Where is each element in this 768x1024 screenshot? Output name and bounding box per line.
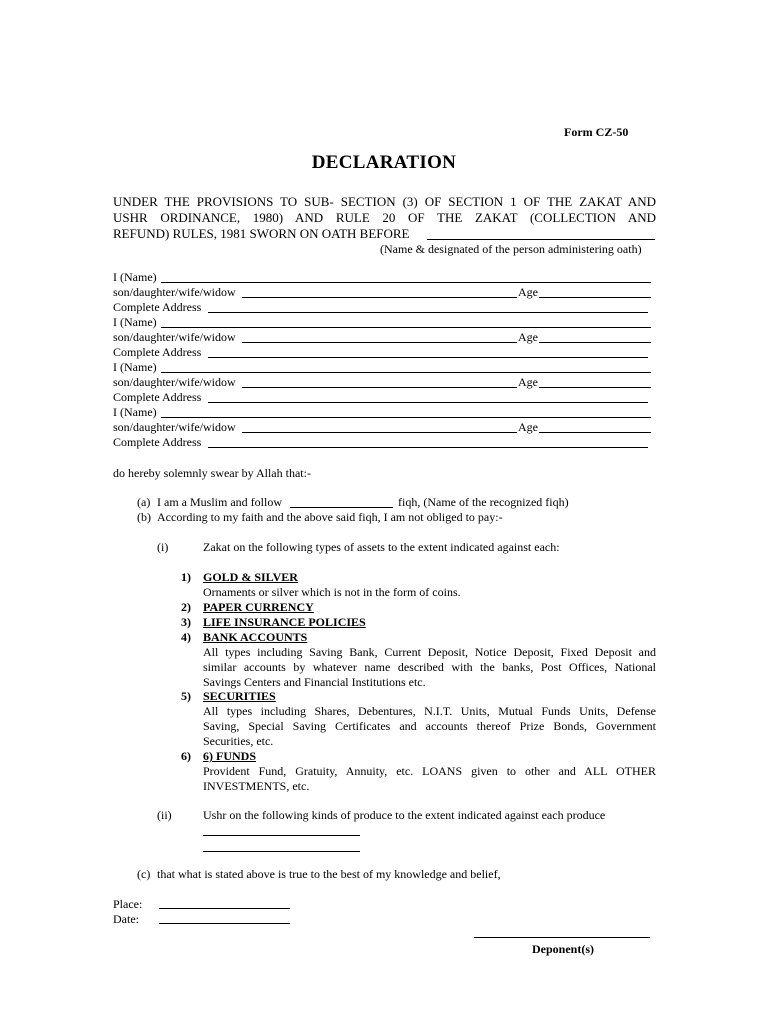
asset-1-number: 2) bbox=[181, 600, 191, 614]
declarant-1-age-label: Age bbox=[518, 285, 538, 299]
declarant-4-age-label: Age bbox=[518, 420, 538, 434]
document-title: DECLARATION bbox=[311, 152, 457, 173]
asset-5-number: 6) bbox=[181, 749, 191, 763]
declarant-1-address-label: Complete Address bbox=[113, 300, 202, 314]
swear-text: do hereby solemnly swear by Allah that:- bbox=[113, 466, 311, 480]
clause-b-marker: (b) bbox=[137, 510, 151, 524]
oath-officer-line[interactable] bbox=[427, 239, 655, 240]
date-label: Date: bbox=[113, 912, 139, 926]
declarant-4-relation-label: son/daughter/wife/widow bbox=[113, 420, 236, 434]
asset-3-heading: BANK ACCOUNTS bbox=[203, 630, 308, 644]
declarant-3-address-label: Complete Address bbox=[113, 390, 202, 404]
declarant-3-name-field[interactable] bbox=[161, 372, 651, 373]
asset-4-number: 5) bbox=[181, 689, 191, 703]
asset-2-heading: LIFE INSURANCE POLICIES bbox=[203, 615, 366, 629]
declarant-3-relation-field[interactable] bbox=[242, 387, 517, 388]
asset-5-heading: 6) FUNDS bbox=[203, 749, 256, 763]
declarant-3-relation-label: son/daughter/wife/widow bbox=[113, 375, 236, 389]
clause-c-text: that what is stated above is true to the best of my knowledge and belief, bbox=[157, 867, 501, 881]
sub-i-text: Zakat on the following types of assets to the extent indicated against each: bbox=[203, 540, 560, 554]
clause-a-text-before: I am a Muslim and follow bbox=[157, 495, 282, 509]
clause-a-text-after: fiqh, (Name of the recognized fiqh) bbox=[398, 495, 569, 509]
declarant-1-name-field[interactable] bbox=[161, 282, 651, 283]
declarant-2-age-field[interactable] bbox=[539, 342, 651, 343]
place-label: Place: bbox=[113, 897, 143, 911]
asset-3-desc-line-1: similar accounts by whatever name described with the banks, Post Offices, National bbox=[203, 660, 656, 674]
place-field[interactable] bbox=[159, 908, 290, 909]
asset-0-desc-line-0: Ornaments or silver which is not in the form of coins. bbox=[203, 585, 461, 599]
declarant-2-relation-field[interactable] bbox=[242, 342, 517, 343]
asset-0-number: 1) bbox=[181, 570, 191, 584]
asset-4-desc-line-0: All types including Shares, Debentures, N.I.T. Units, Mutual Funds Units, Defense bbox=[203, 704, 656, 718]
form-code: Form CZ-50 bbox=[564, 125, 629, 139]
ushr-produce-line-2[interactable] bbox=[203, 851, 360, 852]
asset-5-desc-line-0: Provident Fund, Gratuity, Annuity, etc. LOANS given to other and ALL OTHER bbox=[203, 764, 656, 778]
asset-3-desc-line-0: All types including Saving Bank, Current Deposit, Notice Deposit, Fixed Deposit and bbox=[203, 645, 656, 659]
declarant-1-age-field[interactable] bbox=[539, 297, 651, 298]
clause-a-marker: (a) bbox=[137, 495, 151, 509]
declarant-2-name-field[interactable] bbox=[161, 327, 651, 328]
asset-4-desc-line-1: Saving, Special Saving Certificates and accounts thereof Prize Bonds, Government bbox=[203, 719, 656, 733]
asset-3-desc-line-2: Savings Centers and Financial Institutions etc. bbox=[203, 675, 426, 689]
clause-c-marker: (c) bbox=[137, 867, 151, 881]
declarant-4-address-label: Complete Address bbox=[113, 435, 202, 449]
asset-3-number: 4) bbox=[181, 630, 191, 644]
deponent-signature-line[interactable] bbox=[474, 937, 650, 938]
oath-note: (Name & designated of the person administering oath) bbox=[380, 242, 642, 256]
asset-1-heading: PAPER CURRENCY bbox=[203, 600, 314, 614]
declarant-3-age-field[interactable] bbox=[539, 387, 651, 388]
declarant-2-address-label: Complete Address bbox=[113, 345, 202, 359]
declarant-2-name-label: I (Name) bbox=[113, 315, 157, 329]
fiqh-field[interactable] bbox=[290, 507, 393, 508]
sub-ii-marker: (ii) bbox=[157, 808, 172, 822]
declarant-4-relation-field[interactable] bbox=[242, 432, 517, 433]
asset-4-heading: SECURITIES bbox=[203, 689, 276, 703]
declarant-3-address-field[interactable] bbox=[208, 402, 648, 403]
header-line-3: REFUND) RULES, 1981 SWORN ON OATH BEFORE bbox=[113, 226, 410, 241]
asset-0-heading: GOLD & SILVER bbox=[203, 570, 298, 584]
declarant-3-name-label: I (Name) bbox=[113, 360, 157, 374]
declarant-1-address-field[interactable] bbox=[208, 312, 648, 313]
date-field[interactable] bbox=[159, 923, 290, 924]
declarant-4-age-field[interactable] bbox=[539, 432, 651, 433]
asset-2-number: 3) bbox=[181, 615, 191, 629]
declarant-1-relation-field[interactable] bbox=[242, 297, 517, 298]
asset-5-desc-line-1: INVESTMENTS, etc. bbox=[203, 779, 310, 793]
declarant-1-name-label: I (Name) bbox=[113, 270, 157, 284]
sub-i-marker: (i) bbox=[157, 540, 169, 554]
declarant-2-relation-label: son/daughter/wife/widow bbox=[113, 330, 236, 344]
declarant-1-relation-label: son/daughter/wife/widow bbox=[113, 285, 236, 299]
declarant-4-name-label: I (Name) bbox=[113, 405, 157, 419]
header-line-1: UNDER THE PROVISIONS TO SUB- SECTION (3) OF SECTION 1 OF THE ZAKAT AND bbox=[113, 194, 656, 209]
ushr-produce-line-1[interactable] bbox=[203, 835, 360, 836]
deponent-label: Deponent(s) bbox=[532, 942, 594, 956]
declarant-4-address-field[interactable] bbox=[208, 447, 648, 448]
asset-4-desc-line-2: Securities, etc. bbox=[203, 734, 274, 748]
declarant-2-address-field[interactable] bbox=[208, 357, 648, 358]
sub-ii-text: Ushr on the following kinds of produce to the extent indicated against each produce bbox=[203, 808, 606, 822]
clause-b-text: According to my faith and the above said fiqh, I am not obliged to pay:- bbox=[157, 510, 503, 524]
declarant-4-name-field[interactable] bbox=[161, 417, 651, 418]
declarant-3-age-label: Age bbox=[518, 375, 538, 389]
declarant-2-age-label: Age bbox=[518, 330, 538, 344]
header-line-2: USHR ORDINANCE, 1980) AND RULE 20 OF THE ZAKAT (COLLECTION AND bbox=[113, 210, 656, 225]
